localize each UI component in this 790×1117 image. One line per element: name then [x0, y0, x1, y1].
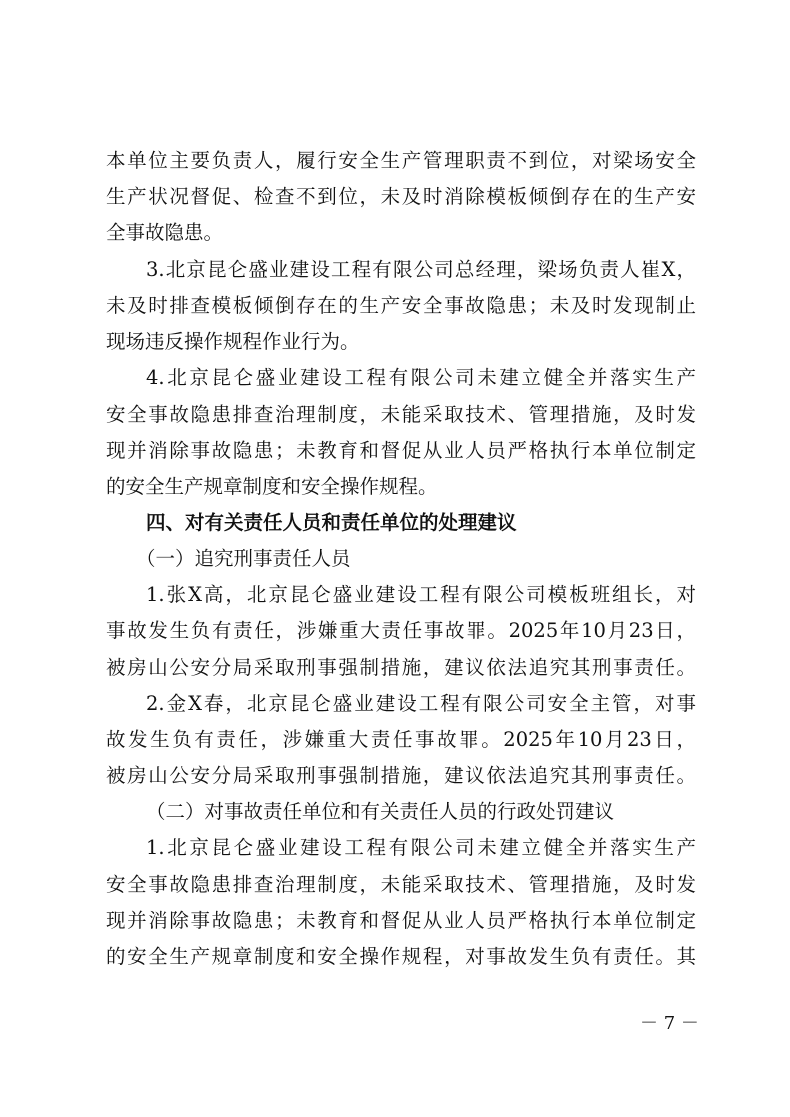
paragraph-line: 全事故隐患。 [106, 221, 224, 244]
paragraph-line: 被房山公安分局采取刑事强制措施，建议依法追究其刑事责任。 [106, 764, 696, 787]
paragraph-line: 故发生负有责任，涉嫌重大责任事故罪。2025年10月23日， [106, 728, 696, 751]
paragraph-line: 事故发生负有责任，涉嫌重大责任事故罪。2025年10月23日， [106, 619, 696, 642]
subsection-heading: （二）对事故责任单位和有关责任人员的行政处罚建议 [146, 800, 615, 823]
paragraph-line: 4.北京昆仑盛业建设工程有限公司未建立健全并落实生产 [146, 366, 696, 389]
paragraph-line: 未及时排查模板倾倒存在的生产安全事故隐患；未及时发现制止 [106, 294, 696, 317]
paragraph-line: 现并消除事故隐患；未教育和督促从业人员严格执行本单位制定 [106, 909, 696, 932]
paragraph-line: 1.张X高，北京昆仑盛业建设工程有限公司模板班组长，对 [146, 583, 696, 606]
paragraph-line: 的安全生产规章制度和安全操作规程。 [106, 475, 438, 498]
section-heading: 四、对有关责任人员和责任单位的处理建议 [146, 511, 517, 534]
paragraph-line: 1.北京昆仑盛业建设工程有限公司未建立健全并落实生产 [146, 836, 696, 859]
paragraph-line: 被房山公安分局采取刑事强制措施，建议依法追究其刑事责任。 [106, 656, 696, 679]
paragraph-line: 安全事故隐患排查治理制度，未能采取技术、管理措施，及时发 [106, 873, 696, 896]
paragraph-line: 安全事故隐患排查治理制度，未能采取技术、管理措施，及时发 [106, 403, 696, 426]
page-number: － 7 － [640, 1013, 699, 1034]
paragraph-line: 现并消除事故隐患；未教育和督促从业人员严格执行本单位制定 [106, 439, 696, 462]
paragraph-line: 生产状况督促、检查不到位，未及时消除模板倾倒存在的生产安 [106, 185, 696, 208]
paragraph-line: 本单位主要负责人，履行安全生产管理职责不到位，对梁场安全 [106, 149, 696, 172]
paragraph-line: 2.金X春，北京昆仑盛业建设工程有限公司安全主管，对事 [146, 692, 696, 715]
paragraph-line: 现场违反操作规程作业行为。 [106, 330, 360, 353]
paragraph-line: 3.北京昆仑盛业建设工程有限公司总经理，梁场负责人崔X， [146, 258, 696, 281]
paragraph-line: 的安全生产规章制度和安全操作规程，对事故发生负有责任。其 [106, 945, 696, 968]
subsection-heading: （一）追究刑事责任人员 [136, 547, 351, 570]
